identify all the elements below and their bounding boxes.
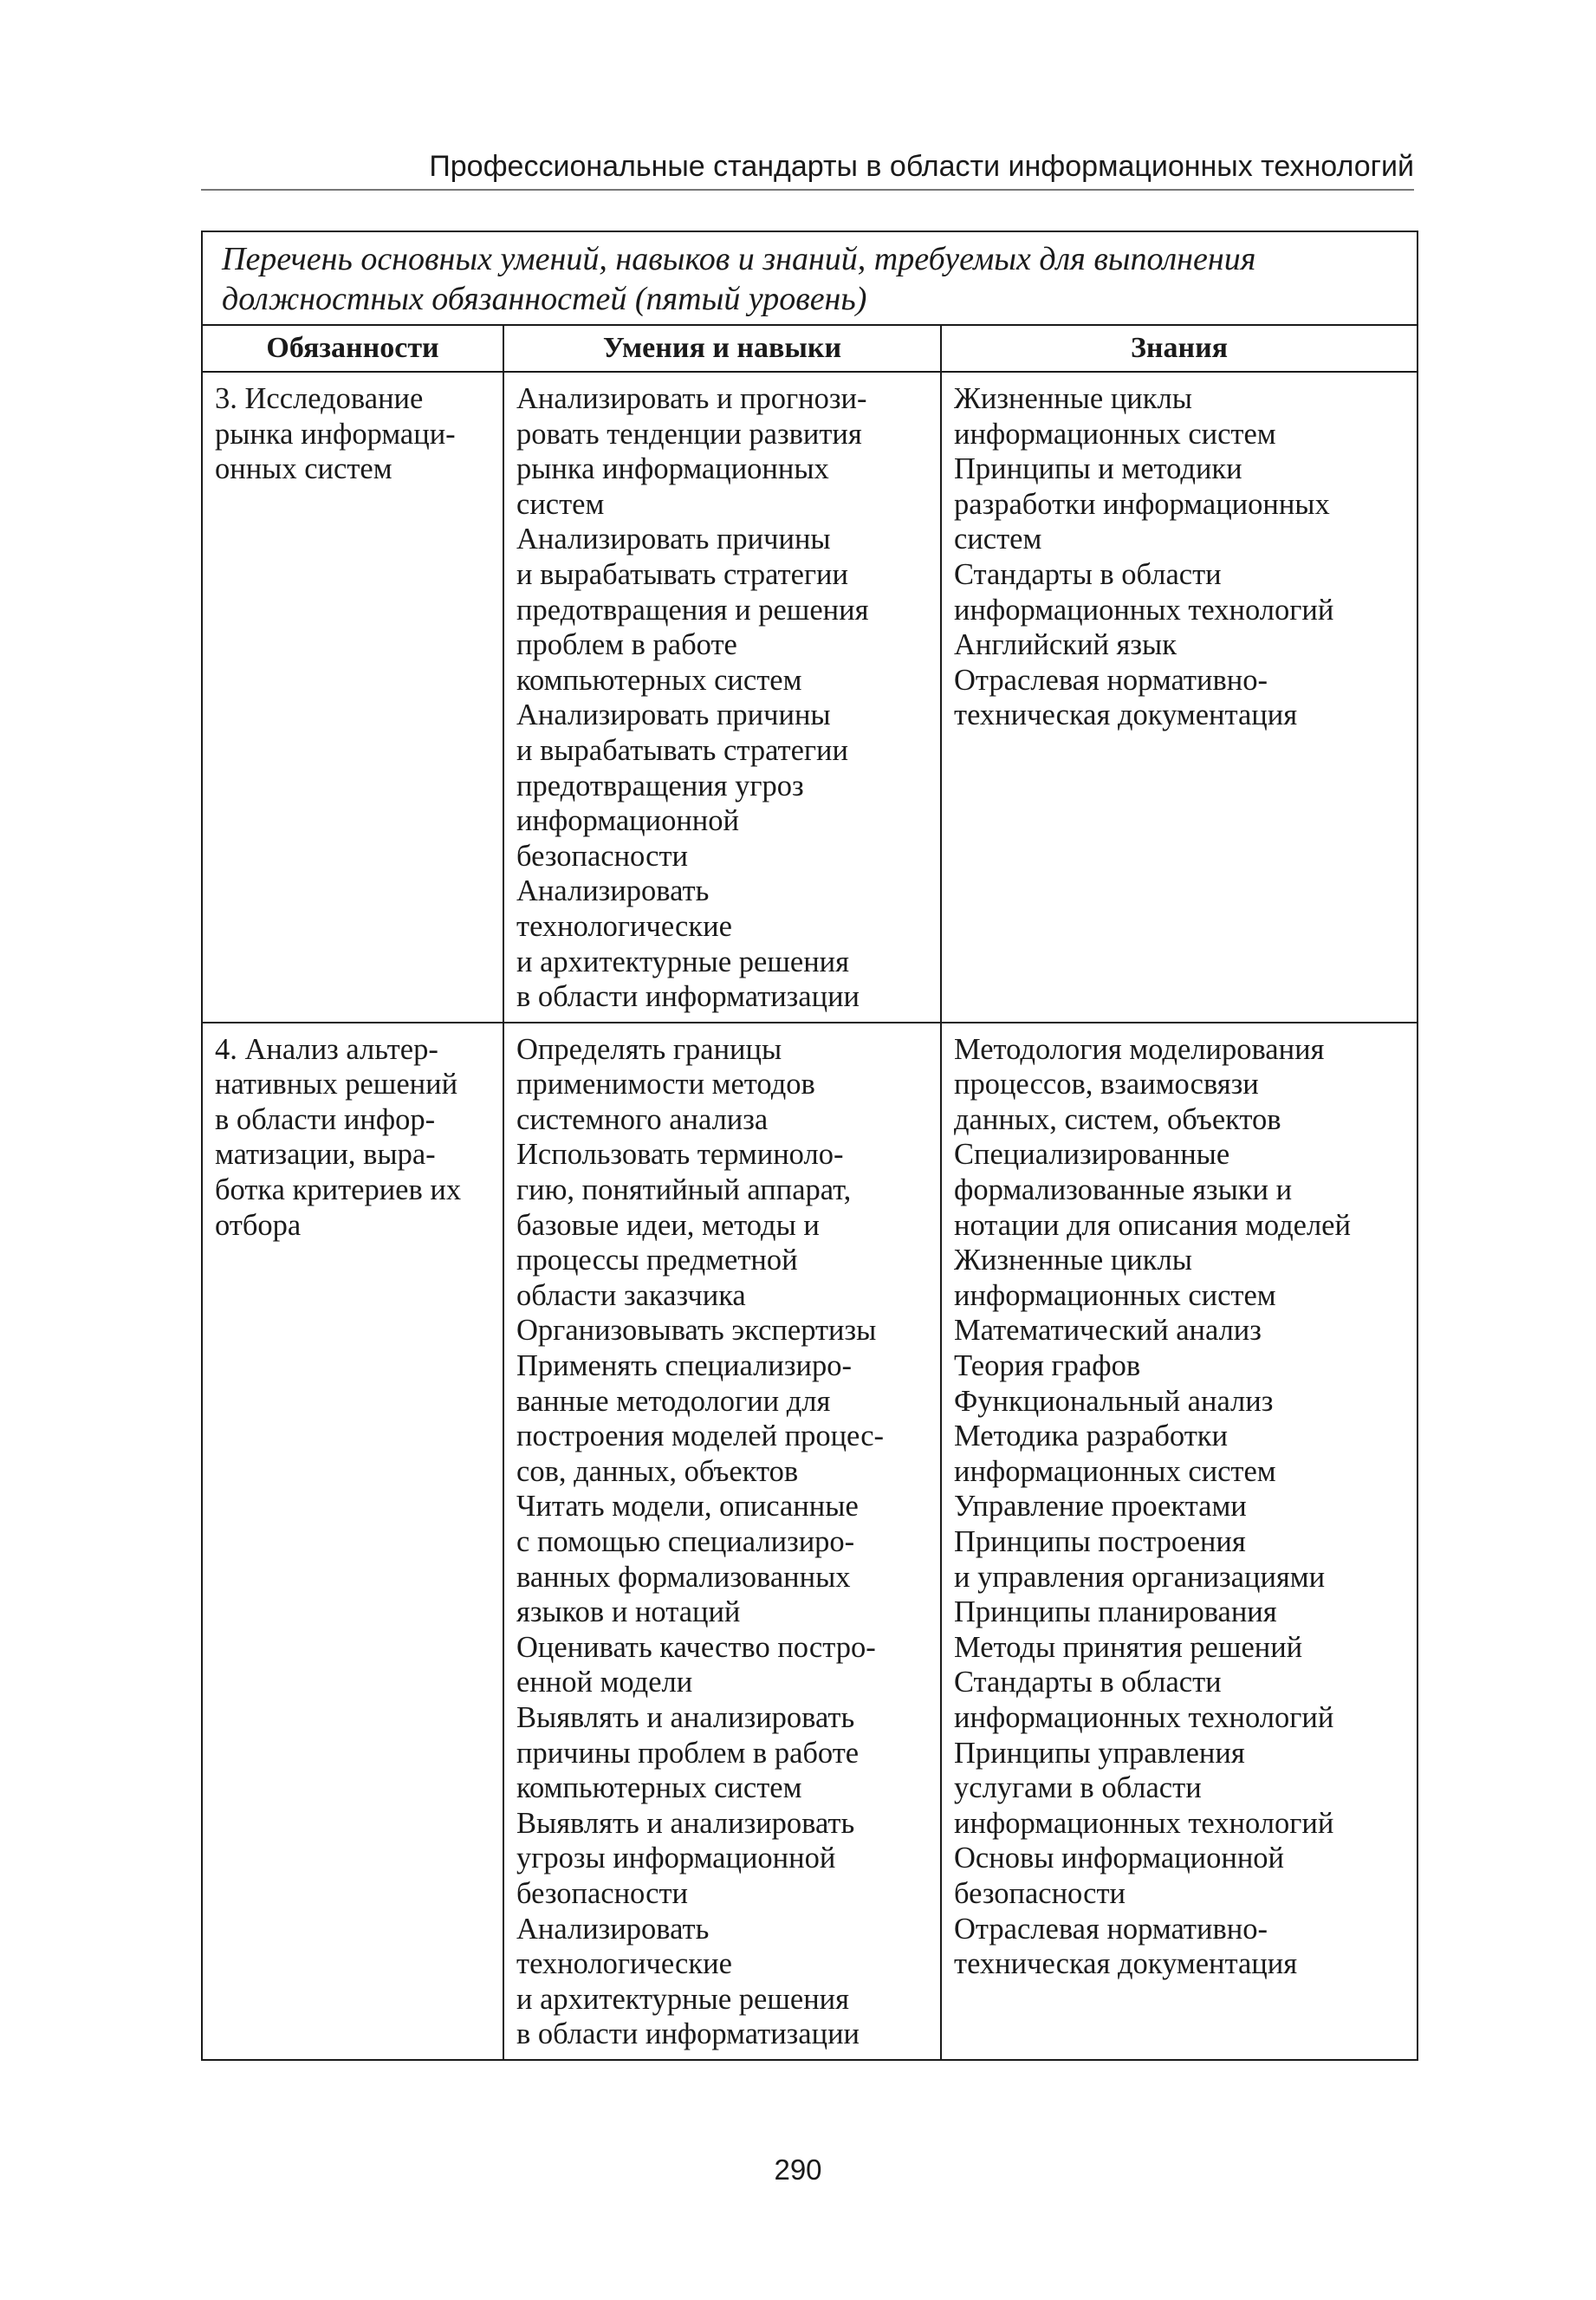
cell-line: отбора: [215, 1208, 302, 1242]
cell-line: в области информатизации: [516, 2017, 860, 2051]
cell-line: Применять специализиро-: [516, 1349, 852, 1383]
cell-line: Анализировать причины: [516, 523, 831, 556]
cell-line: рынка информаци-: [215, 417, 456, 451]
cell-line: Жизненные циклы: [954, 382, 1192, 415]
cell-line: Стандарты в области: [954, 557, 1222, 591]
cell-line: и управления организациями: [954, 1560, 1326, 1594]
cell-line: услугами в области: [954, 1771, 1202, 1805]
cell-line: Специализированные: [954, 1138, 1230, 1172]
cell-line: разработки информационных: [954, 487, 1330, 521]
cell-line: Управление проектами: [954, 1490, 1247, 1524]
cell-line: 4. Анализ альтер-: [215, 1032, 438, 1066]
cell-line: рынка информационных: [516, 452, 829, 486]
cell-line: Отраслевая нормативно-: [954, 1912, 1268, 1946]
cell-line: Выявлять и анализировать: [516, 1700, 855, 1734]
cell-line: области заказчика: [516, 1278, 746, 1312]
cell-line: Английский язык: [954, 628, 1177, 662]
cell-line: Принципы управления: [954, 1736, 1245, 1770]
cell-line: онных систем: [215, 452, 393, 486]
header-rule: [201, 189, 1414, 191]
cell-line: ровать тенденции развития: [516, 417, 862, 451]
cell-line: проблем в работе: [516, 628, 737, 662]
cell-line: языков и нотаций: [516, 1595, 741, 1629]
knowledge-cell: [941, 1023, 1418, 2060]
table-row: [202, 1023, 1418, 2060]
cell-line: и архитектурные решения: [516, 945, 849, 978]
cell-line: ванных формализованных: [516, 1560, 851, 1594]
duty-cell: [202, 1023, 503, 2060]
table-caption: [202, 231, 1418, 325]
cell-line: информационных систем: [954, 1454, 1276, 1488]
cell-line: технологические: [516, 909, 732, 943]
cell-line: причины проблем в работе: [516, 1736, 860, 1770]
page-number: 290: [774, 2154, 822, 2186]
cell-line: безопасности: [954, 1876, 1126, 1910]
cell-line: Анализировать: [516, 1912, 710, 1946]
cell-line: сов, данных, объектов: [516, 1454, 799, 1488]
caption-line: Перечень основных умений, навыков и знаний, требуемых для выполнения: [222, 241, 1256, 277]
cell-line: и вырабатывать стратегии: [516, 557, 848, 591]
cell-line: формализованные языки и: [954, 1173, 1293, 1207]
knowledge-cell: [941, 372, 1418, 1023]
duty-cell: [202, 372, 503, 1023]
cell-line: компьютерных систем: [516, 663, 802, 697]
duties-table: [201, 231, 1418, 2061]
cell-line: Читать модели, описанные: [516, 1490, 859, 1524]
cell-line: 3. Исследование: [215, 382, 424, 415]
cell-line: с помощью специализиро-: [516, 1525, 855, 1558]
cell-line: процессов, взаимосвязи: [954, 1068, 1259, 1101]
cell-line: данных, систем, объектов: [954, 1102, 1281, 1136]
skills-cell: [503, 372, 941, 1023]
cell-line: Основы информационной: [954, 1842, 1285, 1875]
cell-line: Отраслевая нормативно-: [954, 663, 1268, 697]
cell-line: Принципы планирования: [954, 1595, 1277, 1629]
cell-line: угрозы информационной: [516, 1842, 836, 1875]
cell-line: предотвращения и решения: [516, 593, 869, 627]
cell-line: техническая документация: [954, 698, 1298, 732]
table-row: [202, 372, 1418, 1023]
cell-line: информационных технологий: [954, 1700, 1334, 1734]
skills-cell: [503, 1023, 941, 2060]
cell-line: системного анализа: [516, 1102, 769, 1136]
cell-line: систем: [516, 487, 605, 521]
caption-row: [202, 231, 1418, 325]
cell-line: применимости методов: [516, 1068, 815, 1101]
cell-line: Принципы построения: [954, 1525, 1246, 1558]
cell-line: информационных систем: [954, 417, 1276, 451]
cell-line: нативных решений: [215, 1068, 458, 1101]
cell-line: Анализировать причины: [516, 698, 831, 732]
column-header-knowledge: Знания: [941, 325, 1418, 372]
cell-line: компьютерных систем: [516, 1771, 802, 1805]
cell-line: предотвращения угроз: [516, 769, 804, 802]
cell-line: Стандарты в области: [954, 1666, 1222, 1699]
cell-line: Определять границы: [516, 1032, 782, 1066]
cell-line: систем: [954, 523, 1042, 556]
running-header: Профессиональные стандарты в области информационных технологий: [429, 150, 1414, 183]
cell-line: Методика разработки: [954, 1420, 1229, 1453]
cell-line: Методы принятия решений: [954, 1630, 1303, 1664]
cell-line: в области инфор-: [215, 1102, 436, 1136]
column-header-row: [202, 325, 1418, 372]
cell-line: Жизненные циклы: [954, 1244, 1192, 1277]
cell-line: Методология моделирования: [954, 1032, 1325, 1066]
cell-line: матизации, выра-: [215, 1138, 436, 1172]
cell-line: безопасности: [516, 839, 689, 873]
cell-line: техническая документация: [954, 1947, 1298, 1981]
cell-line: Математический анализ: [954, 1314, 1262, 1348]
cell-line: процессы предметной: [516, 1244, 798, 1277]
cell-line: построения моделей процес-: [516, 1420, 885, 1453]
cell-line: информационных систем: [954, 1278, 1276, 1312]
cell-line: Использовать терминоло-: [516, 1138, 844, 1172]
cell-line: ванные методологии для: [516, 1384, 831, 1418]
cell-line: Теория графов: [954, 1349, 1141, 1383]
cell-line: технологические: [516, 1947, 732, 1981]
cell-line: базовые идеи, методы и: [516, 1208, 820, 1242]
cell-line: информационных технологий: [954, 593, 1334, 627]
cell-line: Функциональный анализ: [954, 1384, 1274, 1418]
cell-line: нотации для описания моделей: [954, 1208, 1351, 1242]
cell-line: ботка критериев их: [215, 1173, 462, 1207]
cell-line: Принципы и методики: [954, 452, 1242, 486]
cell-line: енной модели: [516, 1666, 693, 1699]
column-header-duties: Обязанности: [202, 325, 503, 372]
cell-line: Выявлять и анализировать: [516, 1806, 855, 1840]
column-header-skills: Умения и навыки: [503, 325, 941, 372]
cell-line: Анализировать: [516, 874, 710, 908]
cell-line: информационной: [516, 804, 739, 838]
cell-line: безопасности: [516, 1876, 689, 1910]
cell-line: и вырабатывать стратегии: [516, 733, 848, 767]
cell-line: информационных технологий: [954, 1806, 1334, 1840]
cell-line: Организовывать экспертизы: [516, 1314, 877, 1348]
cell-line: Оценивать качество постро-: [516, 1630, 876, 1664]
cell-line: гию, понятийный аппарат,: [516, 1173, 852, 1207]
caption-line: должностных обязанностей (пятый уровень): [222, 281, 867, 317]
cell-line: в области информатизации: [516, 980, 860, 1014]
cell-line: Анализировать и прогнози-: [516, 382, 867, 415]
cell-line: и архитектурные решения: [516, 1982, 849, 2016]
